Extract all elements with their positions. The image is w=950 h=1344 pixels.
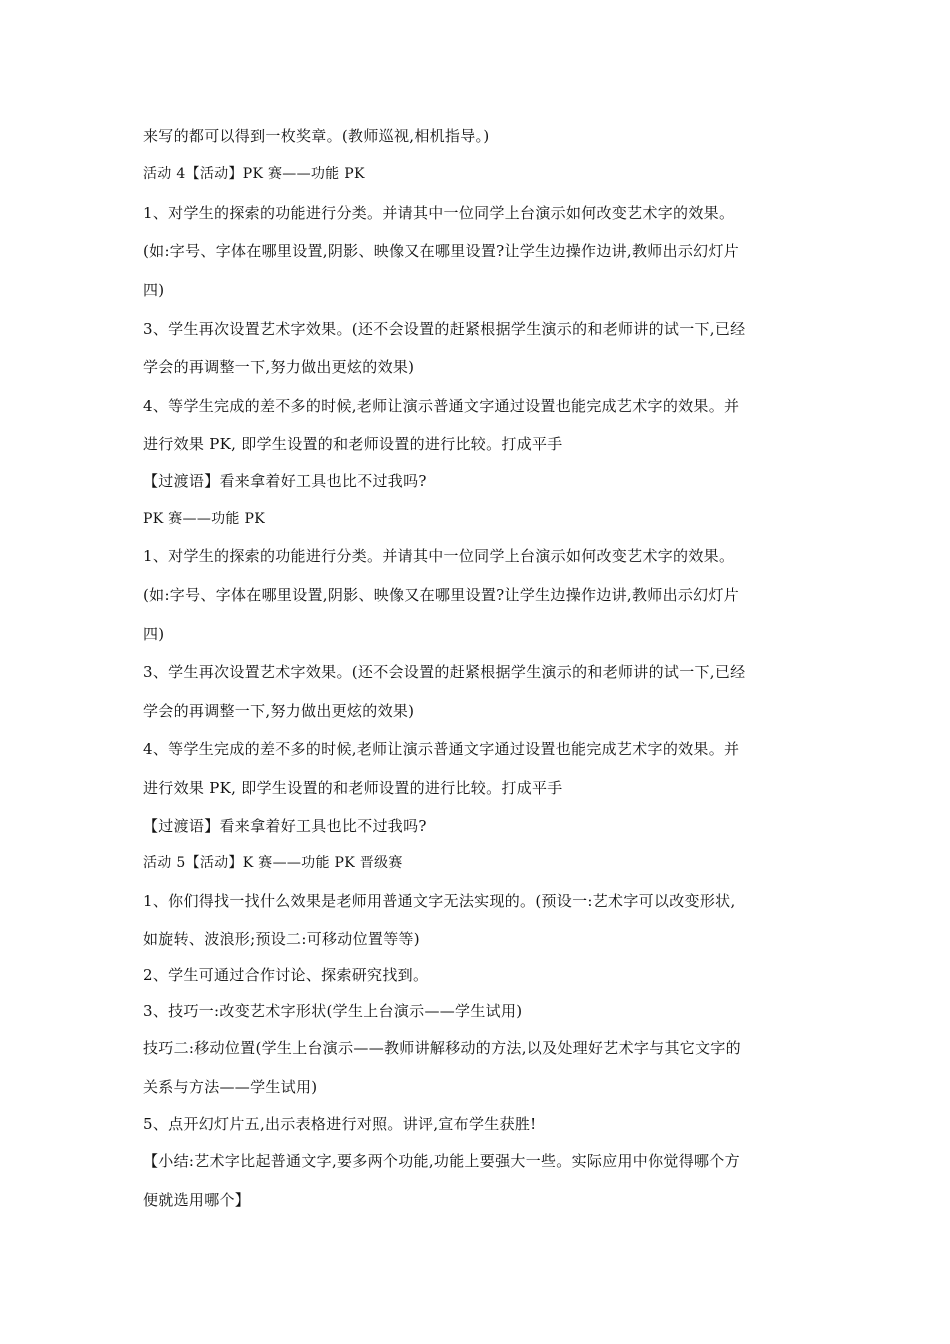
text-line: 进行效果 PK, 即学生设置的和老师设置的进行比较。打成平手 [143,779,563,797]
transition-note: 【过渡语】看来拿着好工具也比不过我吗? [143,472,427,490]
text-line: 来写的都可以得到一枚奖章。(教师巡视,相机指导。) [143,127,490,145]
section-heading: PK 赛——功能 PK [143,511,265,527]
text-line: 1、对学生的探索的功能进行分类。并请其中一位同学上台演示如何改变艺术字的效果。 [143,547,735,565]
text-line: 如旋转、波浪形;预设二:可移动位置等等) [143,930,420,948]
text-line: 1、对学生的探索的功能进行分类。并请其中一位同学上台演示如何改变艺术字的效果。 [143,204,735,222]
text-line: 学会的再调整一下,努力做出更炫的效果) [143,702,415,720]
text-line: 进行效果 PK, 即学生设置的和老师设置的进行比较。打成平手 [143,435,563,453]
text-line: (如:字号、字体在哪里设置,阴影、映像又在哪里设置?让学生边操作边讲,教师出示幻灯片 [143,242,740,260]
activity-heading: 活动 5【活动】K 赛——功能 PK 晋级赛 [143,855,403,871]
activity-heading: 活动 4【活动】PK 赛——功能 PK [143,166,365,182]
text-line: 关系与方法——学生试用) [143,1078,318,1096]
text-line: 四) [143,281,165,299]
text-line: 5、点开幻灯片五,出示表格进行对照。讲评,宣布学生获胜! [143,1115,537,1133]
text-line: 4、等学生完成的差不多的时候,老师让演示普通文字通过设置也能完成艺术字的效果。并 [143,397,740,415]
text-line: 2、学生可通过合作讨论、探索研究找到。 [143,966,429,984]
text-line: 技巧二:移动位置(学生上台演示——教师讲解移动的方法,以及处理好艺术字与其它文字的 [143,1039,741,1057]
transition-note: 【过渡语】看来拿着好工具也比不过我吗? [143,817,427,835]
text-line: 四) [143,625,165,643]
text-line: (如:字号、字体在哪里设置,阴影、映像又在哪里设置?让学生边操作边讲,教师出示幻灯片 [143,586,740,604]
text-line: 3、技巧一:改变艺术字形状(学生上台演示——学生试用) [143,1002,523,1020]
text-line: 4、等学生完成的差不多的时候,老师让演示普通文字通过设置也能完成艺术字的效果。并 [143,740,740,758]
text-line: 3、学生再次设置艺术字效果。(还不会设置的赶紧根据学生演示的和老师讲的试一下,已经 [143,320,746,338]
text-line: 学会的再调整一下,努力做出更炫的效果) [143,358,415,376]
summary-line: 便就选用哪个】 [143,1191,251,1209]
text-line: 1、你们得找一找什么效果是老师用普通文字无法实现的。(预设一:艺术字可以改变形状, [143,892,736,910]
summary-line: 【小结:艺术字比起普通文字,要多两个功能,功能上要强大一些。实际应用中你觉得哪个方 [143,1152,740,1170]
text-line: 3、学生再次设置艺术字效果。(还不会设置的赶紧根据学生演示的和老师讲的试一下,已经 [143,663,746,681]
